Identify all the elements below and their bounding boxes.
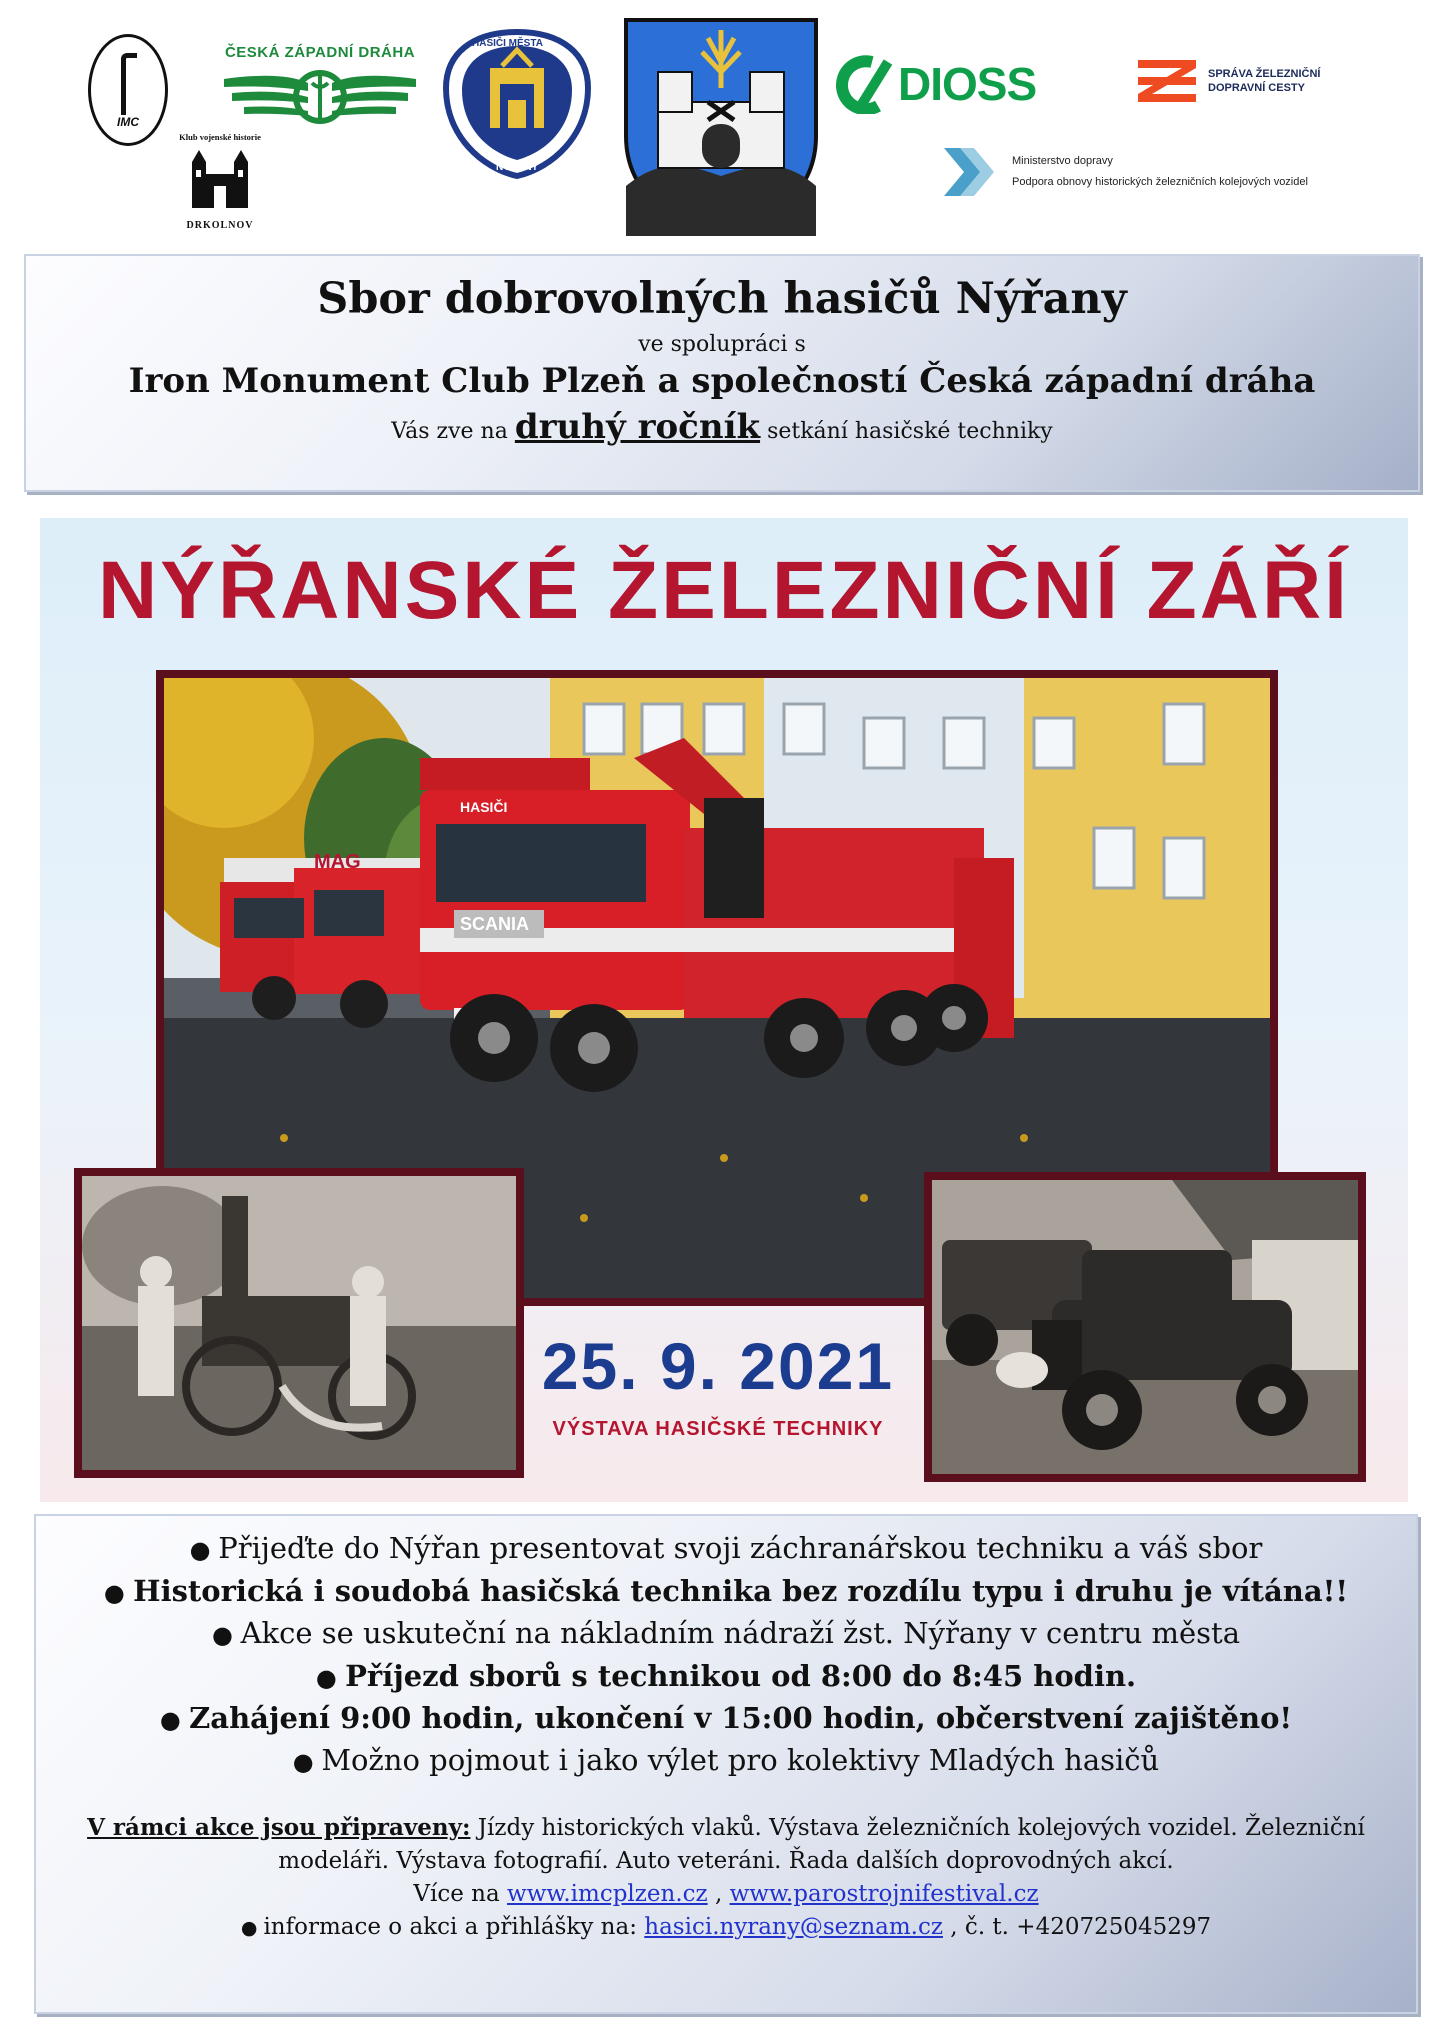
ministry-logo-line1: Ministerstvo dopravy [1012, 155, 1113, 168]
partners-text: Iron Monument Club Plzeň a společností Česká západní dráha [128, 361, 1316, 401]
invitation-line [26, 407, 1418, 447]
imc-logo-text: IMC [117, 115, 139, 129]
kvh-logo-top-text: Klub vojenské historie [179, 132, 261, 142]
szdc-logo-line1: SPRÁVA ŽELEZNIČNÍ [1208, 67, 1321, 80]
vintage-fire-truck-photo [924, 1172, 1366, 1482]
szdc-logo [1138, 56, 1358, 106]
more-info-line [36, 1878, 1416, 1911]
truck-brand-label: SCANIA [460, 914, 530, 934]
ladder-truck-label: MAG [314, 851, 361, 873]
organizer-name: Sbor dobrovolných hasičů Nýřany [317, 274, 1127, 324]
imc-emblem-icon [121, 53, 137, 115]
info-bullet: ● Možno pojmout i jako výlet pro kolektivy Mladých hasičů [36, 1740, 1416, 1783]
contact-line [36, 1911, 1416, 1945]
event-date-box [488, 1308, 948, 1480]
dioss-mark-icon [834, 54, 898, 114]
info-bullet: ● Akce se uskuteční na nákladním nádraží žst. Nýřany v centru města [36, 1613, 1416, 1656]
info-bullet: ● Historická i soudobá hasičská technika bez rozdílu typu i druhu je vítána!! [36, 1571, 1416, 1613]
contact-email-link[interactable]: hasici.nyrany@seznam.cz [644, 1914, 943, 1940]
dioss-logo [834, 52, 1064, 116]
contact-phone: , č. t. +420725045297 [943, 1914, 1212, 1940]
castle-icon [188, 146, 252, 212]
winged-wheel-icon [222, 61, 418, 133]
invitation-ordinal: druhý ročník [514, 407, 761, 447]
truck-cab-label: HASIČI [460, 799, 508, 815]
ministry-arrow-icon [940, 144, 996, 200]
kvh-drkolnov-logo [170, 132, 270, 231]
invitation-suffix: setkání hasičské techniky [767, 419, 1053, 444]
event-title: NÝŘANSKÉ ŽELEZNIČNÍ ZÁŘÍ [98, 545, 1350, 636]
historic-steam-pump-photo [74, 1168, 524, 1478]
fire-brigade-badge-icon [442, 28, 592, 180]
hasici-badge-top-text: HASIČI MĚSTA [472, 38, 543, 49]
info-bullet: ● Příjezd sborů s technikou od 8:00 do 8:45 hodin. [36, 1656, 1416, 1698]
szdc-logo-line2: DOPRAVNÍ CESTY [1208, 82, 1305, 94]
czd-logo [222, 44, 418, 144]
info-bullet: ● Přijeďte do Nýřan presentovat svoji záchranářskou techniku a váš sbor [36, 1528, 1416, 1571]
imc-logo [88, 34, 168, 146]
info-bullet: ● Zahájení 9:00 hodin, ukončení v 15:00 hodin, občerstvení zajištěno! [36, 1698, 1416, 1740]
more-info-prefix: Více na [413, 1881, 508, 1907]
program-label: V rámci akce jsou připraveny: [87, 1814, 471, 1841]
dioss-logo-text: DIOSS [898, 58, 1037, 110]
hasici-nyrany-badge [442, 28, 592, 180]
invitation-prefix: Vás zve na [391, 419, 508, 444]
contact-prefix: informace o akci a přihlášky na: [263, 1914, 645, 1940]
nyrany-coat-of-arms-icon [622, 16, 820, 238]
czd-logo-text: ČESKÁ ZÁPADNÍ DRÁHA [224, 44, 416, 61]
event-info-panel [34, 1514, 1418, 2014]
event-date: 25. 9. 2021 [541, 1329, 895, 1403]
vintage-truck-illustration [932, 1180, 1358, 1474]
ministry-of-transport-logo [940, 140, 1380, 204]
program-text: Jízdy historických vlaků. Výstava železničních kolejových vozidel. Železniční modeláři. Výstava fotografií. Auto veteráni. Řada dalších doprovodných akcí. [278, 1815, 1365, 1874]
event-poster [40, 518, 1408, 1502]
link-separator: , [707, 1881, 730, 1907]
imcplzen-link[interactable]: www.imcplzen.cz [507, 1881, 708, 1907]
program-paragraph [62, 1811, 1390, 1878]
info-bullet-list [36, 1528, 1416, 1783]
logo-strip [0, 0, 1440, 250]
steam-pump-illustration [82, 1176, 516, 1470]
event-subtitle: VÝSTAVA HASIČSKÉ TECHNIKY [552, 1418, 884, 1440]
cooperation-text: ve spolupráci s [638, 332, 806, 357]
organizer-panel [24, 254, 1420, 492]
kvh-logo-bottom-text: DRKOLNOV [186, 220, 254, 231]
ministry-logo-line2: Podpora obnovy historických železničních kolejových vozidel [1012, 176, 1308, 188]
parostrojnifestival-link[interactable]: www.parostrojnifestival.cz [729, 1881, 1039, 1907]
szdc-mark-icon [1138, 58, 1196, 104]
hasici-badge-bottom-text: NÝŘANY [496, 162, 539, 173]
